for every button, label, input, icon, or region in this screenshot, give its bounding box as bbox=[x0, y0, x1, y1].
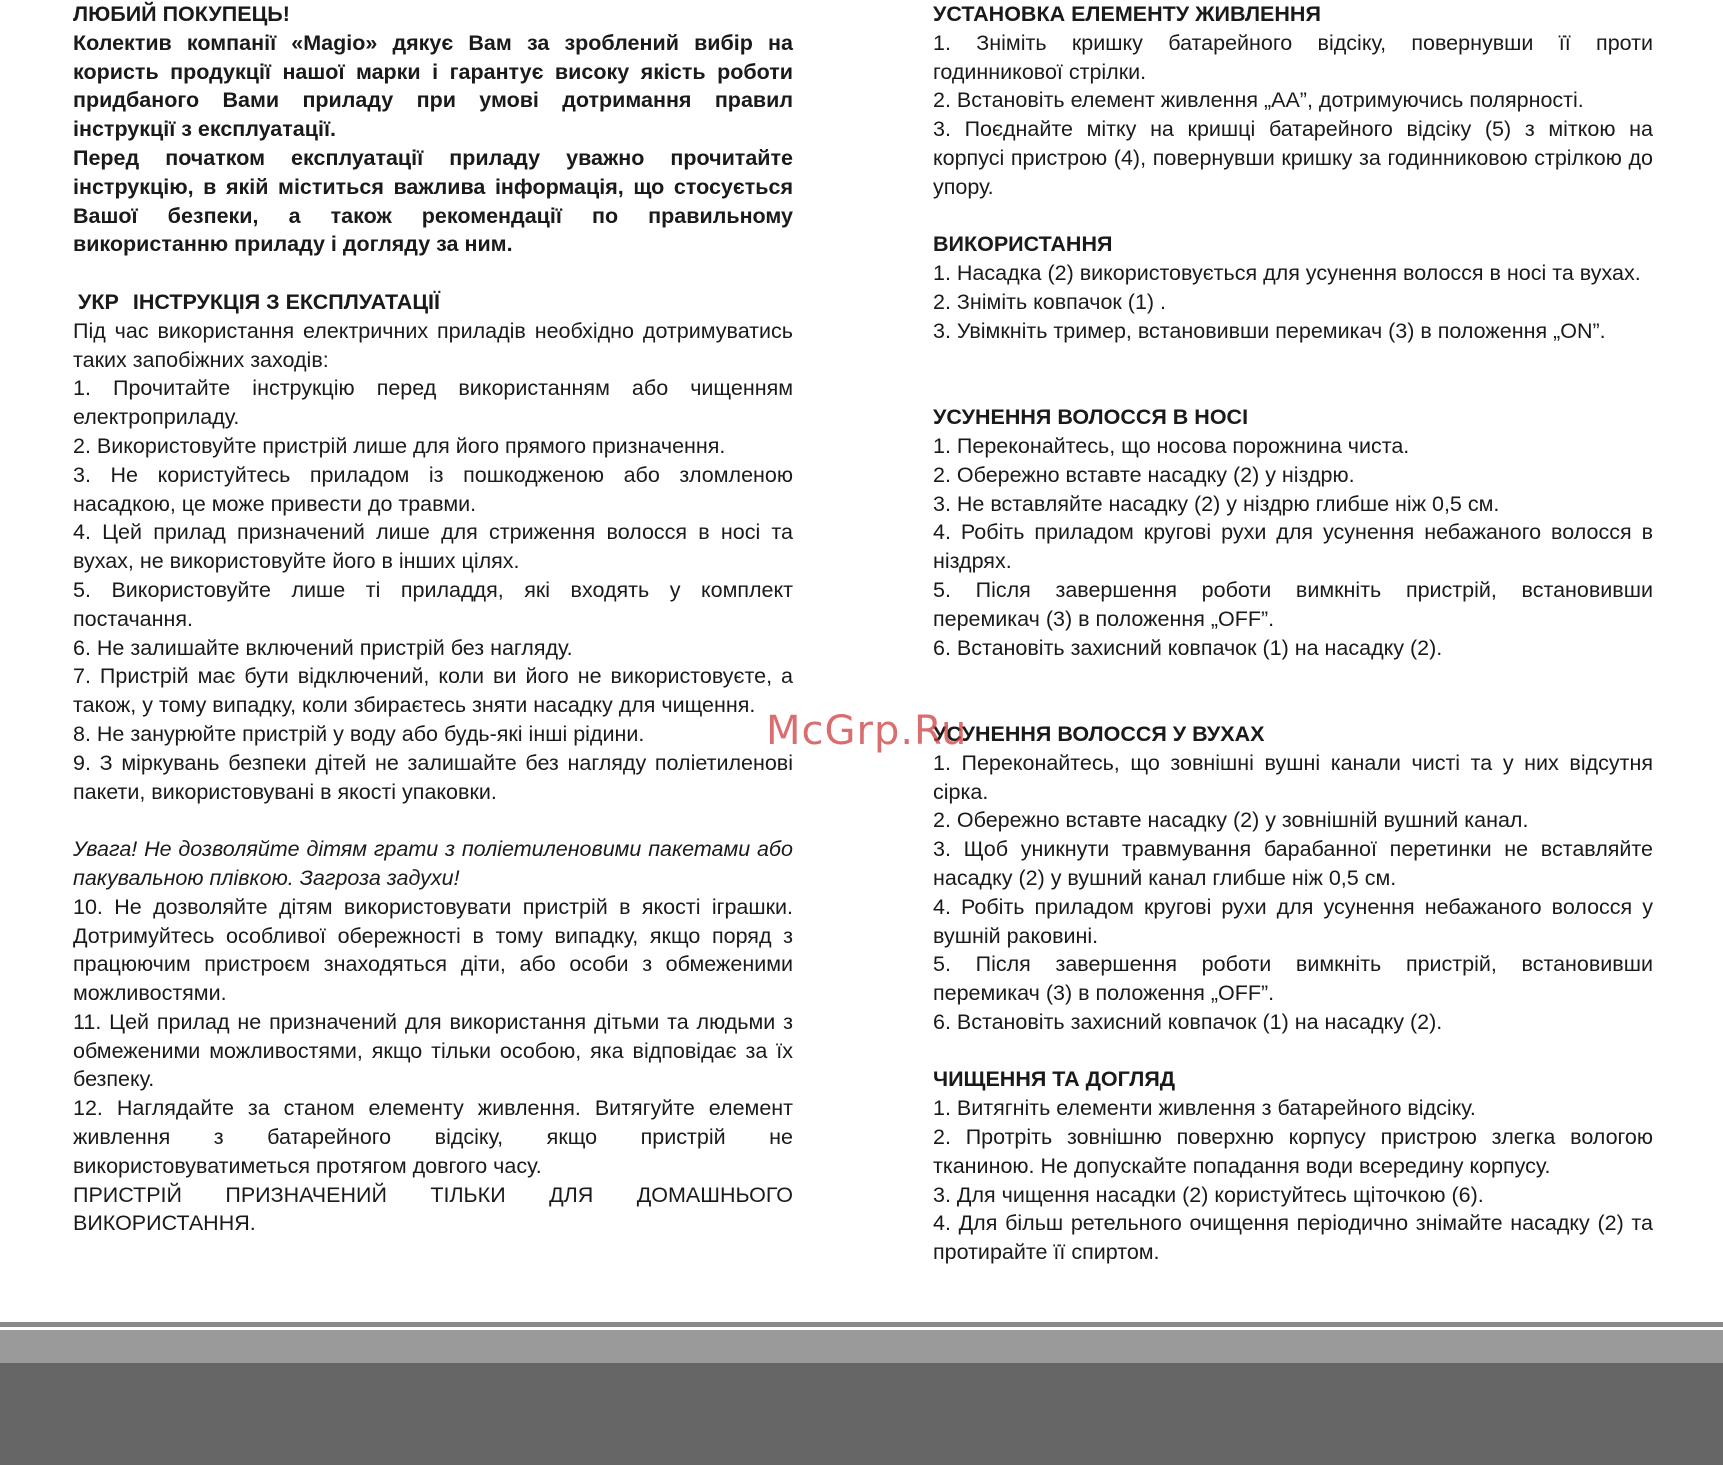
footer-rule bbox=[0, 1322, 1723, 1327]
precaution-item-6: 6. Не залишайте включений пристрій без нагляду. bbox=[73, 635, 573, 660]
ears-item-6: 6. Встановіть захисний ковпачок (1) на насадку (2). bbox=[933, 1009, 1443, 1034]
precaution-item-3: 3. Не користуйтесь приладом із пошкодженою або зломленою насадкою, це може привести до травми. bbox=[73, 462, 793, 516]
greeting-heading: ЛЮБИЙ ПОКУПЕЦЬ! bbox=[73, 2, 290, 26]
left-column bbox=[73, 0, 793, 1238]
usage-item-3: 3. Увімкніть тример, встановивши перемикач (3) в положення „ON”. bbox=[933, 318, 1606, 343]
warning-text: Увага! Не дозволяйте дітям грати з поліетиленовими пакетами або пакувальною плівкою. Загроза задухи! bbox=[73, 837, 793, 890]
cleaning-heading: ЧИЩЕННЯ ТА ДОГЛЯД bbox=[933, 1067, 1176, 1092]
precaution-item-5: 5. Використовуйте лише ті приладдя, які входять у комплект постачання. bbox=[73, 577, 793, 631]
battery-item-1: 1. Зніміть кришку батарейного відсіку, повернувши її проти годинникової стрілки. bbox=[933, 30, 1653, 84]
nose-item-1: 1. Переконайтесь, що носова порожнина чиста. bbox=[933, 433, 1410, 458]
footer-band-dark bbox=[0, 1363, 1723, 1465]
battery-item-2: 2. Встановіть елемент живлення „AA”, дотримуючись полярності. bbox=[933, 88, 1584, 113]
precaution-item-8: 8. Не занурюйте пристрій у воду або будь-які інші рідини. bbox=[73, 721, 645, 746]
home-use-notice: ПРИСТРІЙ ПРИЗНАЧЕНИЙ ТІЛЬКИ ДЛЯ ДОМАШНЬОГО ВИКОРИСТАННЯ. bbox=[73, 1182, 793, 1236]
precaution-item-12: 12. Наглядайте за станом елементу живлення. Витягуйте елемент живлення з батарейного відсіку, якщо пристрій не використовуватиметься протягом довгого часу. bbox=[73, 1096, 793, 1178]
battery-item-3: 3. Поєднайте мітку на кришці батарейного відсіку (5) з міткою на корпусі пристрою (4), повернувши кришку за годинниковою стрілкою до упору. bbox=[933, 117, 1653, 199]
site-watermark: McGrp.Ru bbox=[766, 708, 968, 754]
ears-heading: УСУНЕННЯ ВОЛОССЯ У ВУХАХ bbox=[933, 721, 1265, 746]
ears-item-2: 2. Обережно вставте насадку (2) у зовнішній вушний канал. bbox=[933, 808, 1529, 833]
precaution-item-7: 7. Пристрій має бути відключений, коли ви його не використовуєте, а також, у тому випадку, коли збираєтесь зняти насадку для чищення. bbox=[73, 664, 793, 718]
precaution-item-2: 2. Використовуйте пристрій лише для його прямого призначення. bbox=[73, 433, 726, 458]
usage-item-2: 2. Зніміть ковпачок (1) . bbox=[933, 289, 1167, 314]
cleaning-item-2: 2. Протріть зовнішню поверхню корпусу пристрою злегка вологою тканиною. Не допускайте попадання води всередину корпусу. bbox=[933, 1125, 1653, 1178]
nose-item-6: 6. Встановіть захисний ковпачок (1) на насадку (2). bbox=[933, 635, 1443, 660]
precaution-item-4: 4. Цей прилад призначений лише для стриження волосся в носі та вухах, не використовуйте його в інших цілях. bbox=[73, 520, 793, 574]
cleaning-item-4: 4. Для більш ретельного очищення періодично знімайте насадку (2) та протирайте її спиртом. bbox=[933, 1211, 1653, 1265]
ears-item-1: 1. Переконайтесь, що зовнішні вушні канали чисті та у них відсутня сірка. bbox=[933, 750, 1653, 804]
nose-item-2: 2. Обережно вставте насадку (2) у ніздрю. bbox=[933, 462, 1355, 487]
battery-heading: УСТАНОВКА ЕЛЕМЕНТУ ЖИВЛЕННЯ bbox=[933, 2, 1321, 26]
precaution-item-1: 1. Прочитайте інструкцію перед використанням або чищенням електроприладу. bbox=[73, 376, 793, 430]
ears-item-3: 3. Щоб уникнути травмування барабанної перетинки не вставляйте насадку (2) у вушний канал глибше ніж 0,5 см. bbox=[933, 837, 1653, 890]
language-tag: УКР bbox=[78, 289, 119, 314]
right-column bbox=[933, 0, 1653, 1267]
precaution-item-9: 9. З міркувань безпеки дітей не залишайте без нагляду поліетиленові пакети, використовувані в якості упаковки. bbox=[73, 750, 793, 804]
nose-item-4: 4. Робіть приладом кругові рухи для усунення небажаного волосся в ніздрях. bbox=[933, 520, 1653, 574]
precaution-item-11: 11. Цей прилад не призначений для використання дітьми та людьми з обмеженими можливостями, якщо тільки особою, яка відповідає за їх безпеку. bbox=[73, 1009, 793, 1092]
ears-item-4: 4. Робіть приладом кругові рухи для усунення небажаного волосся у вушній раковині. bbox=[933, 894, 1653, 948]
intro-paragraph-2: Перед початком експлуатації приладу уважно прочитайте інструкцію, в якій міститься важлива інформація, що стосується Вашої безпеки, а також рекомендації по правильному використанню приладу і догляду за ним. bbox=[73, 145, 793, 257]
cleaning-item-1: 1. Витягніть елементи живлення з батарейного відсіку. bbox=[933, 1096, 1476, 1121]
usage-item-1: 1. Насадка (2) використовується для усунення волосся в носі та вухах. bbox=[933, 261, 1641, 286]
precaution-item-10: 10. Не дозволяйте дітям використовувати пристрій в якості іграшки. Дотримуйтесь особливої обережності в тому випадку, якщо поряд з працюючим пристроєм знаходяться діти, або особи з обмеженими можливостями. bbox=[73, 894, 793, 1006]
ears-item-5: 5. Після завершення роботи вимкніть пристрій, встановивши перемикач (3) в положення „OFF”. bbox=[933, 952, 1653, 1006]
footer-band-light bbox=[0, 1330, 1723, 1363]
nose-item-3: 3. Не вставляйте насадку (2) у ніздрю глибше ніж 0,5 см. bbox=[933, 491, 1500, 516]
manual-heading bbox=[73, 288, 793, 317]
manual-title: ІНСТРУКЦІЯ З ЕКСПЛУАТАЦІЇ bbox=[132, 289, 440, 314]
usage-heading: ВИКОРИСТАННЯ bbox=[933, 232, 1113, 257]
nose-heading: УСУНЕННЯ ВОЛОССЯ В НОСІ bbox=[933, 405, 1249, 430]
nose-item-5: 5. Після завершення роботи вимкніть пристрій, встановивши перемикач (3) в положення „OFF”. bbox=[933, 577, 1653, 631]
intro-paragraph-1: Колектив компанії «Magio» дякує Вам за зроблений вибір на користь продукції нашої марки і гарантує високу якість роботи придбаного Вами приладу при умові дотримання правил інструкції з експлуатації. bbox=[73, 30, 793, 142]
precautions-intro: Під час використання електричних приладів необхідно дотримуватись таких запобіжних заходів: bbox=[73, 318, 793, 372]
cleaning-item-3: 3. Для чищення насадки (2) користуйтесь щіточкою (6). bbox=[933, 1182, 1484, 1207]
